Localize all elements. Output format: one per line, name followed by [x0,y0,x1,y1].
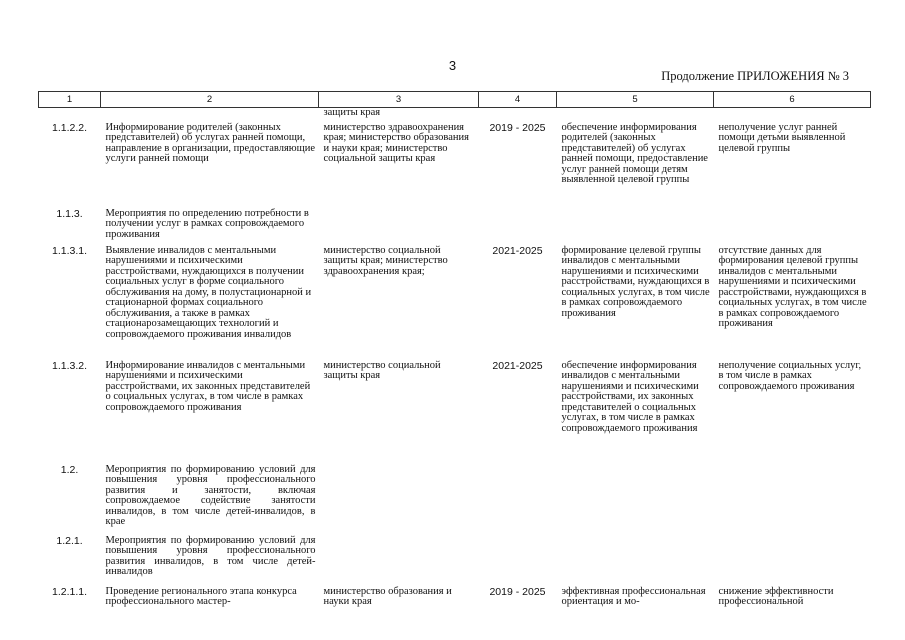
measure-expected-result [557,536,714,587]
measure-expected-result: эффективная профессиональная ориентация и мо- [561,585,706,607]
column-number-3: 3 [319,92,479,108]
measure-consequence: неполучение социальных услуг, в том числе в рамках сопровождаемого проживания [718,359,862,392]
table-row [39,587,871,611]
column-number-5: 5 [557,92,714,108]
measure-consequence: снижение эффективности профессиональной [718,585,834,607]
measures-table [38,91,871,611]
table-row [39,536,871,587]
measure-executor [319,209,479,246]
column-number-2: 2 [101,92,319,108]
measure-expected-result: обеспечение информирования инвалидов с ментальными нарушениями и психическими расстройствами, их законных представителей о социальных услугах, в том числе в рамках сопровождаемого проживания [561,359,699,434]
measure-period: 2021-2025 [492,359,543,372]
column-number-header-row [39,92,871,108]
measure-consequence: неполучение услуг ранней помощи детьми выявленной целевой группы [718,121,846,154]
measure-description: Информирование родителей (законных представителей) об услугах ранней помощи, направление в организации, предоставляющие услуги ранней помощи [105,121,315,164]
annex-continuation-label: Продолжение ПРИЛОЖЕНИЯ № 3 [661,69,849,83]
table-row [39,465,871,536]
table-row [39,246,871,361]
measure-executor [319,536,479,587]
measure-expected-result: обеспечение информирования родителей (законных представителей) об услугах ранней помощи, предоставление услуг ранней помощи детям выявленной целевой группы [561,121,708,185]
measure-number: 1.1.3. [56,207,83,220]
table-row [39,123,871,209]
measure-period: 2019 - 2025 [489,585,546,598]
measure-number: 1.1.3.2. [51,359,88,372]
measure-executor: министерство социальной защиты края; министерство здравоохранения края; [323,244,448,277]
measure-number: 1.2. [60,463,79,476]
measure-number: 1.2.1. [56,534,83,547]
column-number-4: 4 [479,92,557,108]
measure-consequence: отсутствие данных для формирования целевой группы инвалидов с ментальными нарушениями и психическими расстройствами, нуждающихся в социальных услугах, в том числе в рамках сопровождаемого проживания [718,244,867,329]
carryover-executor-text: защиты края [323,107,381,118]
measure-consequence [714,209,871,246]
measure-consequence [714,536,871,587]
measure-executor: министерство образования и науки края [323,585,452,607]
measure-number: 1.1.2.2. [51,121,88,134]
measure-description: Проведение регионального этапа конкурса профессионального мастер- [105,585,297,607]
measure-expected-result: формирование целевой группы инвалидов с ментальными нарушениями и психическими расстройствами, нуждающихся в социальных услугах, в том числе в рамках сопровождаемого проживания [561,244,710,319]
measure-description: Мероприятия по определению потребности в получении услуг в рамках сопровождаемого проживания [105,207,309,240]
measure-period: 2021-2025 [492,244,543,257]
measure-number: 1.1.3.1. [51,244,88,257]
measure-expected-result [557,209,714,246]
column-number-6: 6 [714,92,871,108]
measure-consequence [714,465,871,536]
measure-period: 2019 - 2025 [489,121,546,134]
measure-expected-result [557,465,714,536]
measure-period [479,209,557,246]
measure-executor [319,465,479,536]
measure-description: Мероприятия по формированию условий для повышения уровня профессионального развития инвалидов, в том числе детей-инвалидов [105,534,316,577]
measure-description: Мероприятия по формированию условий для повышения уровня профессионального развития и занятости, включая сопровождаемое содействие занятости инвалидов, в том числе детей-инвалидов, в крае [105,463,316,527]
measure-period [479,465,557,536]
measure-description: Выявление инвалидов с ментальными нарушениями и психическими расстройствами, нуждающихся в получении социальных услуг в форме социального обслуживания на дому, в полустационарной и стационарной формах социального обслуживания, а также в рамках стационарозамещающих технологий и сопровождаемого проживания инвалидов [105,244,312,340]
table-row [39,361,871,465]
page-number: 3 [448,58,457,73]
measure-executor: министерство социальной защиты края [323,359,441,381]
measure-period [479,536,557,587]
column-number-1: 1 [39,92,101,108]
measure-executor: министерство здравоохранения края; министерство образования и науки края; министерство социальной защиты края [323,121,469,164]
measure-number: 1.2.1.1. [51,585,88,598]
table-row [39,209,871,246]
measure-description: Информирование инвалидов с ментальными нарушениями и психическими расстройствами, их законных представителей о социальных услугах, в том числе в рамках сопровождаемого проживания [105,359,311,413]
carryover-row [39,108,871,123]
